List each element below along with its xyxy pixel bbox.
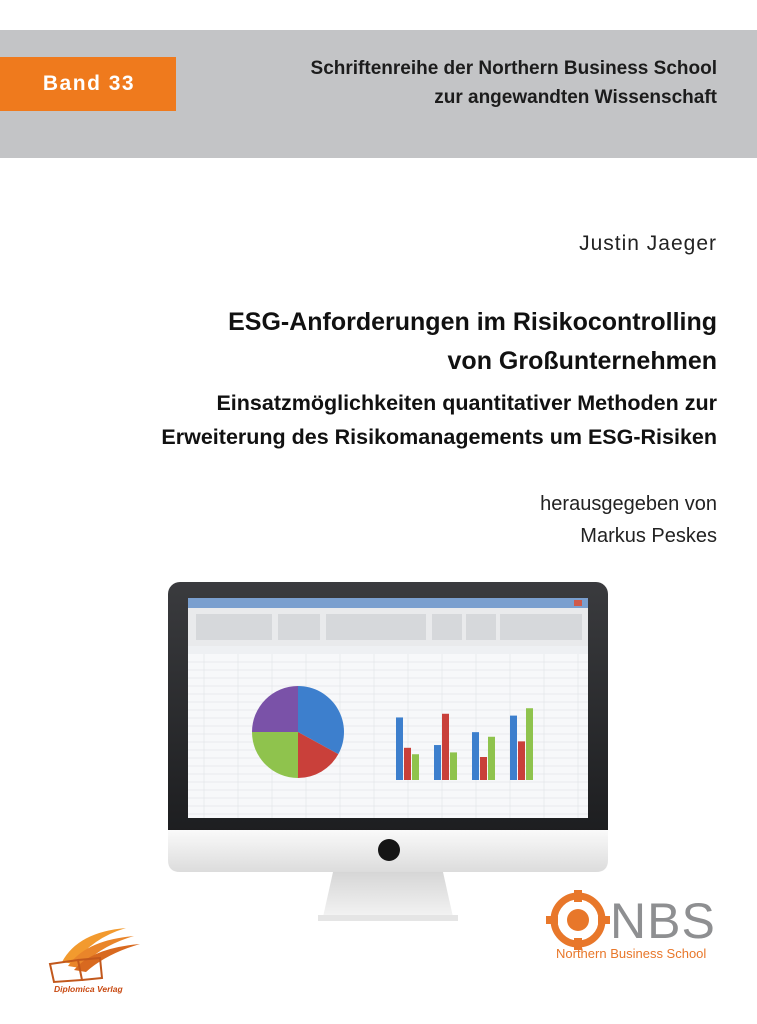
nbs-abbr: NBS (610, 893, 716, 949)
bar (412, 754, 419, 780)
monitor-stand (323, 872, 453, 917)
book-subtitle (161, 386, 717, 454)
bar (472, 732, 479, 780)
volume-label: Band 33 (42, 72, 136, 95)
series-line-1: Schriftenreihe der Northern Business School (310, 58, 717, 79)
bar (526, 708, 533, 780)
book-title (228, 303, 717, 381)
editor-label: herausgegeben von (540, 493, 717, 515)
bar (488, 737, 495, 780)
bar (396, 717, 403, 780)
diplomica-logo (48, 924, 148, 986)
bar (404, 748, 411, 780)
volume-badge (0, 57, 176, 111)
publisher-name: Diplomica Verlag (54, 984, 123, 994)
monitor-illustration (168, 582, 608, 927)
series-line-2: zur angewandten Wissenschaft (434, 87, 717, 108)
bar (480, 757, 487, 780)
bar (518, 741, 525, 780)
author-name: Justin Jaeger (579, 232, 717, 255)
subtitle-line-2: Erweiterung des Risikomanagements um ESG-Risiken (161, 425, 717, 449)
bar (450, 752, 457, 780)
series-title (311, 54, 717, 112)
title-line-2: von Großunternehmen (447, 347, 717, 375)
subtitle-line-1: Einsatzmöglichkeiten quantitativer Methoden zur (216, 391, 717, 415)
bar (434, 745, 441, 780)
bar (442, 714, 449, 780)
nbs-full-name: Northern Business School (556, 946, 707, 961)
monitor-button (378, 839, 400, 861)
title-line-1: ESG-Anforderungen im Risikocontrolling (228, 308, 717, 336)
bar (510, 716, 517, 780)
nbs-compass-icon (546, 890, 610, 950)
editor-name: Markus Peskes (580, 525, 717, 547)
